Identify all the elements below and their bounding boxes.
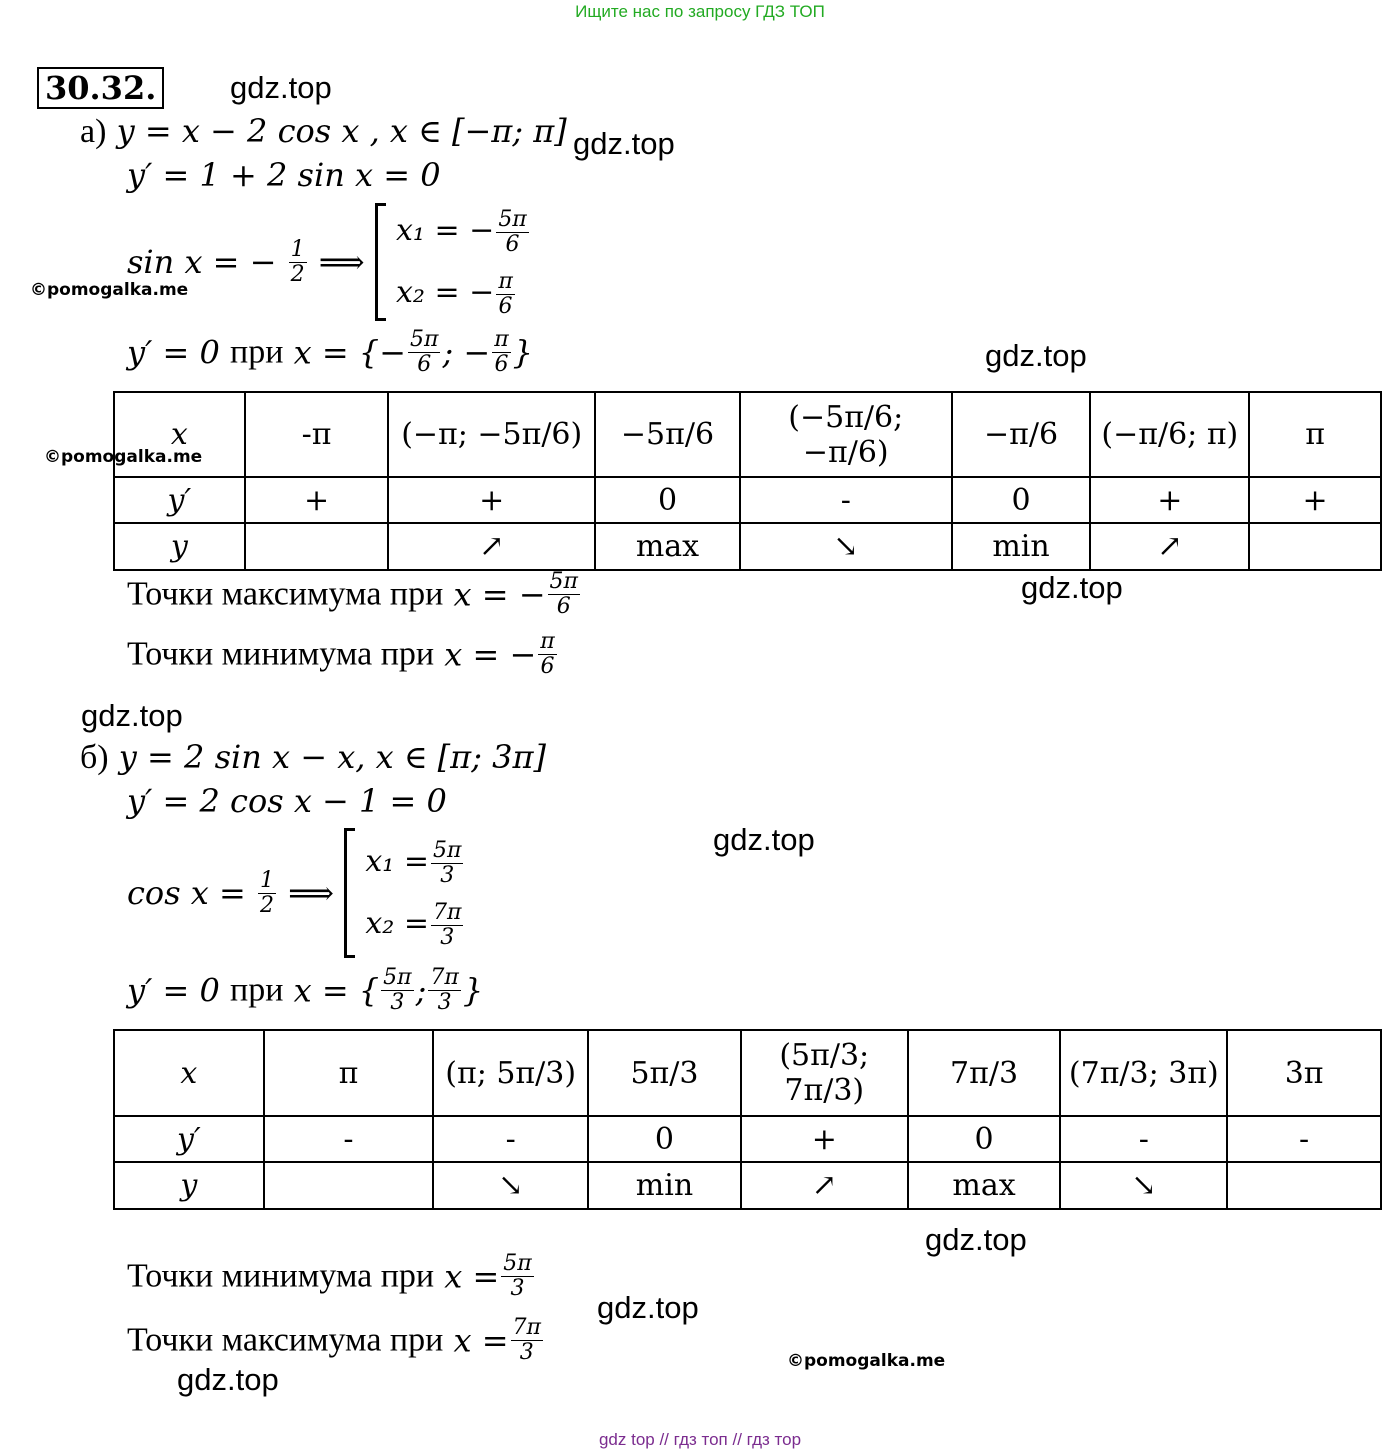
- solution-bracket: [344, 828, 355, 958]
- watermark-pomogalka: ©pomogalka.me: [44, 447, 203, 467]
- watermark-pomogalka: ©pomogalka.me: [787, 1351, 946, 1371]
- top-banner[interactable]: Ищите нас по запросу ГДЗ ТОП: [575, 2, 825, 21]
- problem-number: 30.32.: [37, 67, 164, 109]
- watermark-gdz: gdz.top: [177, 1362, 279, 1397]
- behavior-cell: ↘: [433, 1162, 588, 1209]
- part-a-max-line: Точки максимума при x = − $\frac{5\pi}{6}$: [127, 569, 578, 619]
- fraction: $\frac{1}{2}$: [290, 236, 305, 287]
- part-a-equation: [127, 200, 531, 324]
- x-cell: (−π/6; π): [1090, 392, 1249, 477]
- table-header-x: x: [114, 392, 245, 477]
- x-cell: 5π/3: [588, 1030, 741, 1116]
- watermark-gdz: gdz.top: [925, 1222, 1027, 1257]
- table-header-x: x: [114, 1030, 264, 1116]
- part-b-derivative: y′ = 2 cos x − 1 = 0: [127, 782, 447, 820]
- sign-cell: +: [245, 477, 389, 523]
- sign-cell: 0: [588, 1116, 741, 1162]
- behavior-cell: ↗: [1090, 523, 1249, 570]
- solution-bracket: [375, 203, 386, 321]
- x-cell: -π: [245, 392, 389, 477]
- part-b-critical-points: y′ = 0 при x = { $\frac{5\pi}{3}$ ; $\frac{7\pi}{3}$ }: [127, 965, 484, 1015]
- behavior-cell: ↗: [741, 1162, 908, 1209]
- part-b-function-line: [80, 738, 546, 777]
- sign-cell: -: [1060, 1116, 1227, 1162]
- sign-cell: -: [264, 1116, 434, 1162]
- behavior-cell: max: [908, 1162, 1061, 1209]
- part-b-min-line: Точки минимума при x = $\frac{5\pi}{3}$: [127, 1251, 532, 1301]
- sign-cell: -: [433, 1116, 588, 1162]
- x-cell: π: [1249, 392, 1381, 477]
- behavior-cell: [1249, 523, 1381, 570]
- behavior-cell: max: [595, 523, 740, 570]
- part-b-equation: cos x = $\frac{1}{2}$ ⟹ x₁ = $\frac{5\pi}{3}$ x₂ = $\frac{7\pi}{3}$: [127, 828, 465, 958]
- behavior-cell: [264, 1162, 434, 1209]
- x-cell: −5π/6: [595, 392, 740, 477]
- part-b-label: б): [80, 739, 109, 776]
- x-cell: 7π/3: [908, 1030, 1061, 1116]
- x-cell: (7π/3; 3π): [1060, 1030, 1227, 1116]
- behavior-cell: min: [952, 523, 1091, 570]
- sign-cell: 0: [908, 1116, 1061, 1162]
- solution-system: x₁ = $\frac{5\pi}{3}$ x₂ = $\frac{7\pi}{3}$: [365, 837, 462, 950]
- x-cell: −π/6: [952, 392, 1091, 477]
- part-a-derivative: y′ = 1 + 2 sin x = 0: [127, 156, 441, 194]
- part-a-label: а): [80, 113, 107, 150]
- part-a-min-line: Точки минимума при x = − $\frac{\pi}{6}$: [127, 629, 555, 679]
- watermark-gdz: gdz.top: [597, 1290, 699, 1325]
- part-b-function: y = 2 sin x − x, x ∈ [π; 3π]: [118, 738, 547, 776]
- x-cell: (−5π/6; −π/6): [740, 392, 952, 477]
- behavior-cell: [245, 523, 389, 570]
- x-cell: (5π/3; 7π/3): [741, 1030, 908, 1116]
- part-b-max-line: Точки максимума при x = $\frac{7\pi}{3}$: [127, 1315, 541, 1365]
- sign-cell: 0: [595, 477, 740, 523]
- solution-system: x₁ = − $\frac{5\pi}{6}$ x₂ = − $\frac{\pi}{6}$: [396, 206, 527, 319]
- table-header-y: y: [114, 1162, 264, 1209]
- x-cell: π: [264, 1030, 434, 1116]
- part-a-eq-left: sin x = −: [127, 243, 277, 281]
- table-header-y: y: [114, 523, 245, 570]
- sign-cell: -: [1227, 1116, 1381, 1162]
- watermark-pomogalka: ©pomogalka.me: [30, 280, 189, 300]
- part-a-critical-points: y′ = 0 при x = {− $\frac{5\pi}{6}$ ; − $\frac{\pi}{6}$ }: [127, 327, 534, 377]
- x-cell: (π; 5π/3): [433, 1030, 588, 1116]
- behavior-cell: ↗: [388, 523, 595, 570]
- x-cell: (−π; −5π/6): [388, 392, 595, 477]
- table-header-yprime: y′: [114, 1116, 264, 1162]
- watermark-gdz: gdz.top: [985, 338, 1087, 373]
- sign-cell: +: [1249, 477, 1381, 523]
- watermark-gdz: gdz.top: [1021, 570, 1123, 605]
- part-a-sign-table: [113, 391, 1382, 571]
- sign-cell: +: [741, 1116, 908, 1162]
- sign-cell: -: [740, 477, 952, 523]
- watermark-gdz: gdz.top: [573, 126, 675, 161]
- part-b-sign-table: [113, 1029, 1382, 1210]
- watermark-gdz: gdz.top: [713, 822, 815, 857]
- implies-arrow: ⟹: [318, 243, 365, 281]
- behavior-cell: [1227, 1162, 1381, 1209]
- behavior-cell: ↘: [1060, 1162, 1227, 1209]
- sign-cell: +: [388, 477, 595, 523]
- x-cell: 3π: [1227, 1030, 1381, 1116]
- watermark-gdz: gdz.top: [230, 70, 332, 105]
- part-a-function-line: [80, 112, 567, 151]
- behavior-cell: ↘: [740, 523, 952, 570]
- footer-links[interactable]: gdz top // гдз топ // гдз тор: [598, 1430, 802, 1449]
- part-a-function: y = x − 2 cos x , x ∈ [−π; π]: [116, 112, 567, 150]
- sign-cell: 0: [952, 477, 1091, 523]
- watermark-gdz: gdz.top: [81, 698, 183, 733]
- table-header-yprime: y′: [114, 477, 245, 523]
- sign-cell: +: [1090, 477, 1249, 523]
- behavior-cell: min: [588, 1162, 741, 1209]
